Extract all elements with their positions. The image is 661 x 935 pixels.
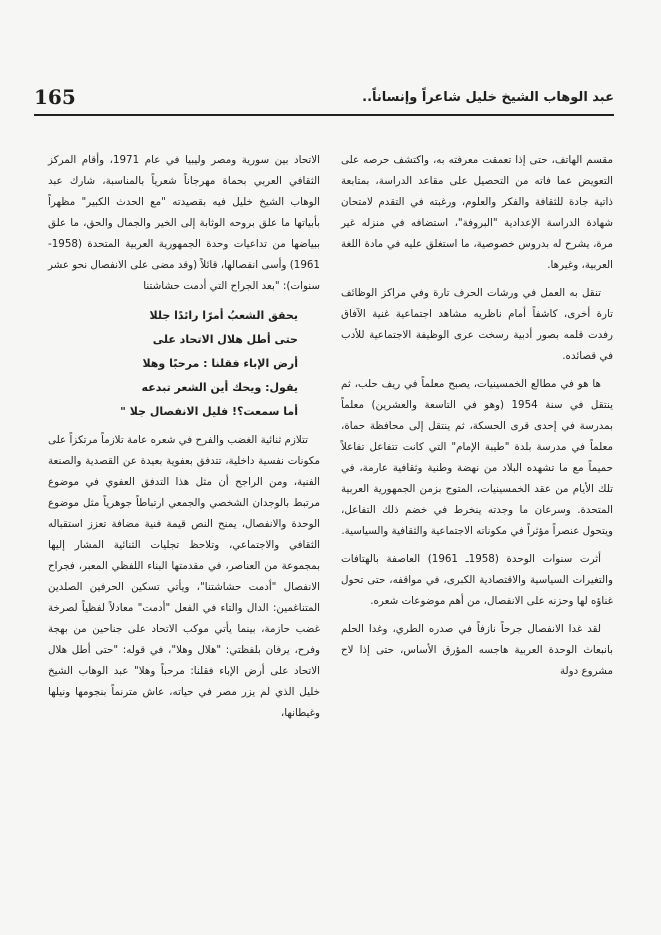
paragraph: أثرت سنوات الوحدة (1958ـ 1961) العاصفة بالهتافات والتغيرات السياسية والاقتصادية الكبرى، في مواقفه، حتى تحول غناؤه لها وحزنه على الانفصال، من أهم موضوعات شعره.	[341, 553, 613, 607]
poem-line: يقول: ويحك أين الشعر تبدعه	[141, 381, 298, 394]
running-title: عبد الوهاب الشيخ خليل شاعراً وإنساناً..	[362, 90, 614, 105]
page-header	[34, 84, 614, 116]
right-column	[341, 150, 613, 689]
poem-line: أما سمعت؟! فليل الانفصال جلا "	[120, 405, 298, 418]
paragraph: تنقل به العمل في ورشات الحرف تارة وفي مراكز الوظائف تارة أخرى، كاشفاً أمام ناظريه مشاهد اجتماعية غنية الآفاق رفدت قلمه بصور أدبية رسخت عرى الوظيفة الاجتماعية للأدب في قصائده.	[341, 287, 613, 362]
poem-line: أرض الإباء فقلنا : مرحبًا وهلا	[142, 357, 298, 370]
paragraph: ها هو في مطالع الخمسينيات، يصبح معلماً في ريف حلب، ثم ينتقل في سنة 1954 (وهو في التاسعة والعشرين) معلماً بمدرسة في إحدى قرى الحسكة، ثم ينتقل إلى محافظة حماة، معلماً في مدرسة بلدة "طيبة الإمام" التي كانت تتفاعل تفاعلاً حميماً مع ما تشهده البلاد من نهضة وطنية وثقافية عارمة، في تلك الأيام من عقد الخمسينيات، المتوج بزمن الجمهورية العربية المتحدة. وسرعان ما وجدته ينخرط في خضم ذلك التفاعل، ويتحول عنصراً مؤثراً في مكوناته الاجتماعية والثقافية والسياسية.	[341, 378, 613, 537]
poem-line: حتى أطل هلال الاتحاد على	[152, 333, 298, 346]
paragraph: مقسم الهاتف، حتى إذا تعمقت معرفته به، واكتشف حرصه على التعويض عما فاته من التحصيل على مقاعد الدراسة، بمتابعة ذاتية جادة للثقافة والفكر والعلوم، ورغبته في التقدم لامتحان شهادة الدراسة الإعدادية "البروفة"، استضافه في منزله غير مرة، يشرح له بدروس خصوصية، ما استغلق عليه في مادة اللغة العربية، وغيرها.	[341, 154, 613, 271]
left-column	[48, 150, 320, 731]
page-number: 165	[34, 85, 76, 109]
poem-line: يحقق الشعبُ أمرًا رائدًا جللا	[149, 309, 298, 322]
paragraph: تتلازم ثنائية الغضب والفرح في شعره عامة تلازماً مرتكزاً على مكونات نفسية داخلية، تتدفق بعفوية بعيدة عن القصدية والصنعة الفنية، ومن الراجح أن مثل هذا التدفق العفوي في موضوع مرتبط بالوجدان الشخصي والجمعي ارتباطاً جوهرياً مثل موضوع الوحدة والانفصال، يمنح النص قيمة فنية مضافة تعزز استقباله الثقافي والاجتماعي، وتلاحظ تجليات الثنائية المشار إليها بمجموعة من العناصر، في مقدمتها البناء اللفظي المعبر، فجراح الانفصال "أدمت حشاشتنا"، ويأتي تسكين الحرفين الصلدين المتناغمين: الدال والتاء في الفعل "أدمت" معادلاً لفظياً لصرخة غضب حازمة، بينما يأتي موكب الاتحاد على جناحين من بهجة وفرح، يرفان بلفظتي: "هلال وهلا"، في قوله: "حتى أطل هلال الاتحاد على أرض الإباء فقلنا: مرحباً وهلا" عبد الوهاب الشيخ خليل الذي لم يزر مصر في حياته، عاش مترنماً بنجومها ونيلها وغيطانها،	[48, 434, 320, 719]
paragraph: الاتحاد بين سورية ومصر وليبيا في عام 1971، وأقام المركز الثقافي العربي بحماة مهرجاناً شعرياً بالمناسبة، شارك عبد الوهاب الشيخ خليل فيه بقصيدته "مع الحدث الكبير" مظهراً بأبياتها ما علق بروحه الوثابة إلى الخير والجمال والحق، ما علق ببياضها من تداعيات وحدة الجمهورية العربية المتحدة (1958- 1961) وأسى انفصالها، قائلاً (وقد مضى على الانفصال نحو عشر سنوات): "بعد الجراح التي أدمت حشاشتنا	[48, 154, 320, 292]
poem-block	[48, 304, 320, 424]
paragraph: لقد غدا الانفصال جرحاً نازفاً في صدره الطري، وغدا الحلم بانبعاث الوحدة العربية هاجسه المؤرق الأساس، حتى إذا لاح مشروع دولة	[341, 623, 613, 677]
